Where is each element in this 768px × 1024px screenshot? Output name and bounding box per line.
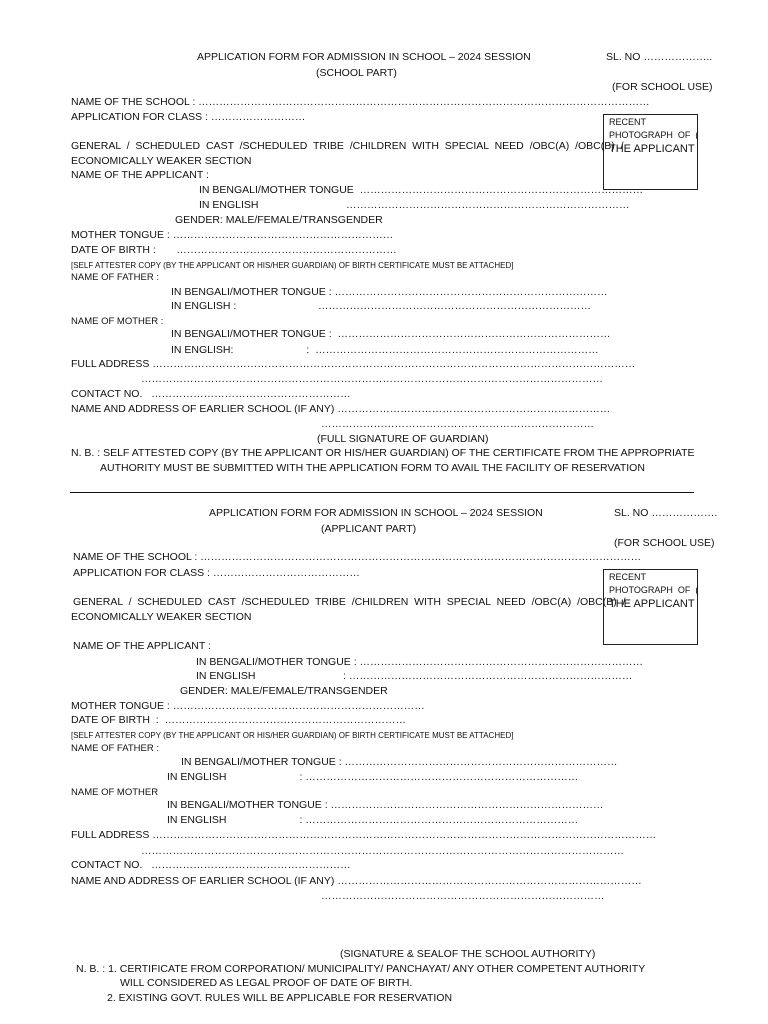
serial-number: SL. NO ………………. [614,507,718,519]
applicant-english-field[interactable]: IN ENGLISH ……………………………………………………………………… [199,199,630,211]
mother-english-field[interactable]: IN ENGLISH: : ……………………………………………………………………… [171,344,599,356]
earlier-school-field[interactable]: NAME AND ADDRESS OF EARLIER SCHOOL (IF ANY) …………………………………………………………………… [71,403,611,415]
nb-note: 2. EXISTING GOVT. RULES WILL BE APPLICABLE FOR RESERVATION [107,992,453,1004]
father-bengali-field[interactable]: IN BENGALI/MOTHER TONGUE : …………………………………………………………………… [181,756,618,768]
applicant-name-label: NAME OF THE APPLICANT : [71,169,209,181]
applicant-name-label: NAME OF THE APPLICANT : [73,640,211,652]
photo-label: THE APPLICANT [609,598,695,610]
section-divider [70,492,694,493]
father-name-label: NAME OF FATHER : [71,272,159,283]
father-bengali-field[interactable]: IN BENGALI/MOTHER TONGUE : …………………………………………………………………… [171,286,608,298]
mother-name-label: NAME OF MOTHER [71,787,159,798]
nb-note: N. B. : SELF ATTESTED COPY (BY THE APPLICANT OR HIS/HER GUARDIAN) OF THE CERTIFICATE FROM THE APPROPRIATE [71,447,695,459]
full-address-field-cont[interactable]: …………………………………………………………………………………………………………………… [141,373,603,385]
nb-note: WILL CONSIDERED AS LEGAL PROOF OF DATE OF BIRTH. [120,977,413,989]
earlier-school-field-cont[interactable]: …………………………………………………………………… [321,418,594,430]
school-name-field[interactable]: NAME OF THE SCHOOL : ……………………………………………………………………………………………………………… [73,551,642,563]
form-subtitle: (APPLICANT PART) [321,523,417,535]
category-options[interactable]: ECONOMICALLY WEAKER SECTION [71,611,252,623]
gender-field[interactable]: GENDER: MALE/FEMALE/TRANSGENDER [175,214,383,226]
for-school-use-label: (FOR SCHOOL USE) [614,537,715,549]
school-name-field[interactable]: NAME OF THE SCHOOL : ………………………………………………………………………………………………………………… [71,96,650,108]
mother-bengali-field[interactable]: IN BENGALI/MOTHER TONGUE : …………………………………………………………………… [171,328,611,340]
nb-note: AUTHORITY MUST BE SUBMITTED WITH THE APPLICATION FORM TO AVAIL THE FACILITY OF RESERVATION [100,462,645,474]
gender-field[interactable]: GENDER: MALE/FEMALE/TRANSGENDER [180,685,388,697]
applicant-bengali-field[interactable]: IN BENGALI/MOTHER TONGUE ……………………………………………………………………… [199,184,644,196]
full-address-field-cont[interactable]: ………………………………………………………………………………………………………………………… [141,845,624,857]
class-field[interactable]: APPLICATION FOR CLASS : …………………………………… [73,567,360,579]
applicant-bengali-field[interactable]: IN BENGALI/MOTHER TONGUE : ……………………………………………………………………… [196,656,644,668]
birth-certificate-note: [SELF ATTESTER COPY (BY THE APPLICANT OR HIS/HER GUARDIAN) OF BIRTH CERTIFICATE MUST BE ATTACHED] [71,731,514,740]
form-title: APPLICATION FORM FOR ADMISSION IN SCHOOL – 2024 SESSION [197,51,531,63]
contact-field[interactable]: CONTACT NO. ………………………………………………… [71,859,351,871]
nb-note: N. B. : 1. CERTIFICATE FROM CORPORATION/ MUNICIPALITY/ PANCHAYAT/ ANY OTHER COMPETENT AUTHORITY [76,963,646,975]
serial-number: SL. NO ……………….. [606,51,713,63]
category-options[interactable]: GENERAL / SCHEDULED CAST /SCHEDULED TRIBE /CHILDREN WITH SPECIAL NEED /OBC(A) /OBC(B) / [73,596,626,608]
mother-english-field[interactable]: IN ENGLISH : …………………………………………………………………… [167,814,579,826]
mother-bengali-field[interactable]: IN BENGALI/MOTHER TONGUE : …………………………………………………………………… [167,799,604,811]
mother-tongue-field[interactable]: MOTHER TONGUE : ……………………………………………………… [71,229,394,241]
photo-label: THE APPLICANT [609,143,695,155]
photo-label: PHOTOGRAPH OF ( [609,585,699,595]
birth-certificate-note: [SELF ATTESTER COPY (BY THE APPLICANT OR HIS/HER GUARDIAN) OF BIRTH CERTIFICATE MUST BE ATTACHED] [71,261,514,270]
photo-label: RECENT [609,572,647,582]
authority-signature-label: (SIGNATURE & SEALOF THE SCHOOL AUTHORITY) [340,948,596,960]
category-options[interactable]: GENERAL / SCHEDULED CAST /SCHEDULED TRIBE /CHILDREN WITH SPECIAL NEED /OBC(A) /OBC(B) / [71,140,624,152]
mother-tongue-field[interactable]: MOTHER TONGUE : ……………………………………………………………… [71,700,425,712]
form-title: APPLICATION FORM FOR ADMISSION IN SCHOOL – 2024 SESSION [209,507,543,519]
earlier-school-field[interactable]: NAME AND ADDRESS OF EARLIER SCHOOL (IF ANY) …………………………………………………………………………… [71,875,642,887]
dob-field[interactable]: DATE OF BIRTH : …………………………………………………………… [71,714,407,726]
father-english-field[interactable]: IN ENGLISH : …………………………………………………………………… [167,771,579,783]
guardian-signature-label: (FULL SIGNATURE OF GUARDIAN) [317,433,489,445]
photo-label: RECENT [609,117,647,127]
earlier-school-field-cont[interactable]: ……………………………………………………………………… [321,890,605,902]
applicant-english-field[interactable]: IN ENGLISH : ……………………………………………………………………… [196,670,633,682]
form-subtitle: (SCHOOL PART) [316,67,397,79]
for-school-use-label: (FOR SCHOOL USE) [612,81,713,93]
photo-label: PHOTOGRAPH OF ( [609,130,699,140]
full-address-field[interactable]: FULL ADDRESS ……………………………………………………………………………………………………………………………… [71,829,657,841]
father-name-label: NAME OF FATHER : [71,743,159,754]
class-field[interactable]: APPLICATION FOR CLASS : ……………………… [71,111,306,123]
contact-field[interactable]: CONTACT NO. ………………………………………………… [71,388,351,400]
full-address-field[interactable]: FULL ADDRESS ………………………………………………………………………………………………………………………… [71,358,636,370]
category-options[interactable]: ECONOMICALLY WEAKER SECTION [71,155,252,167]
dob-field[interactable]: DATE OF BIRTH : ……………………………………………………… [71,244,397,256]
mother-name-label: NAME OF MOTHER : [71,316,164,327]
father-english-field[interactable]: IN ENGLISH : …………………………………………………………………… [171,300,592,312]
